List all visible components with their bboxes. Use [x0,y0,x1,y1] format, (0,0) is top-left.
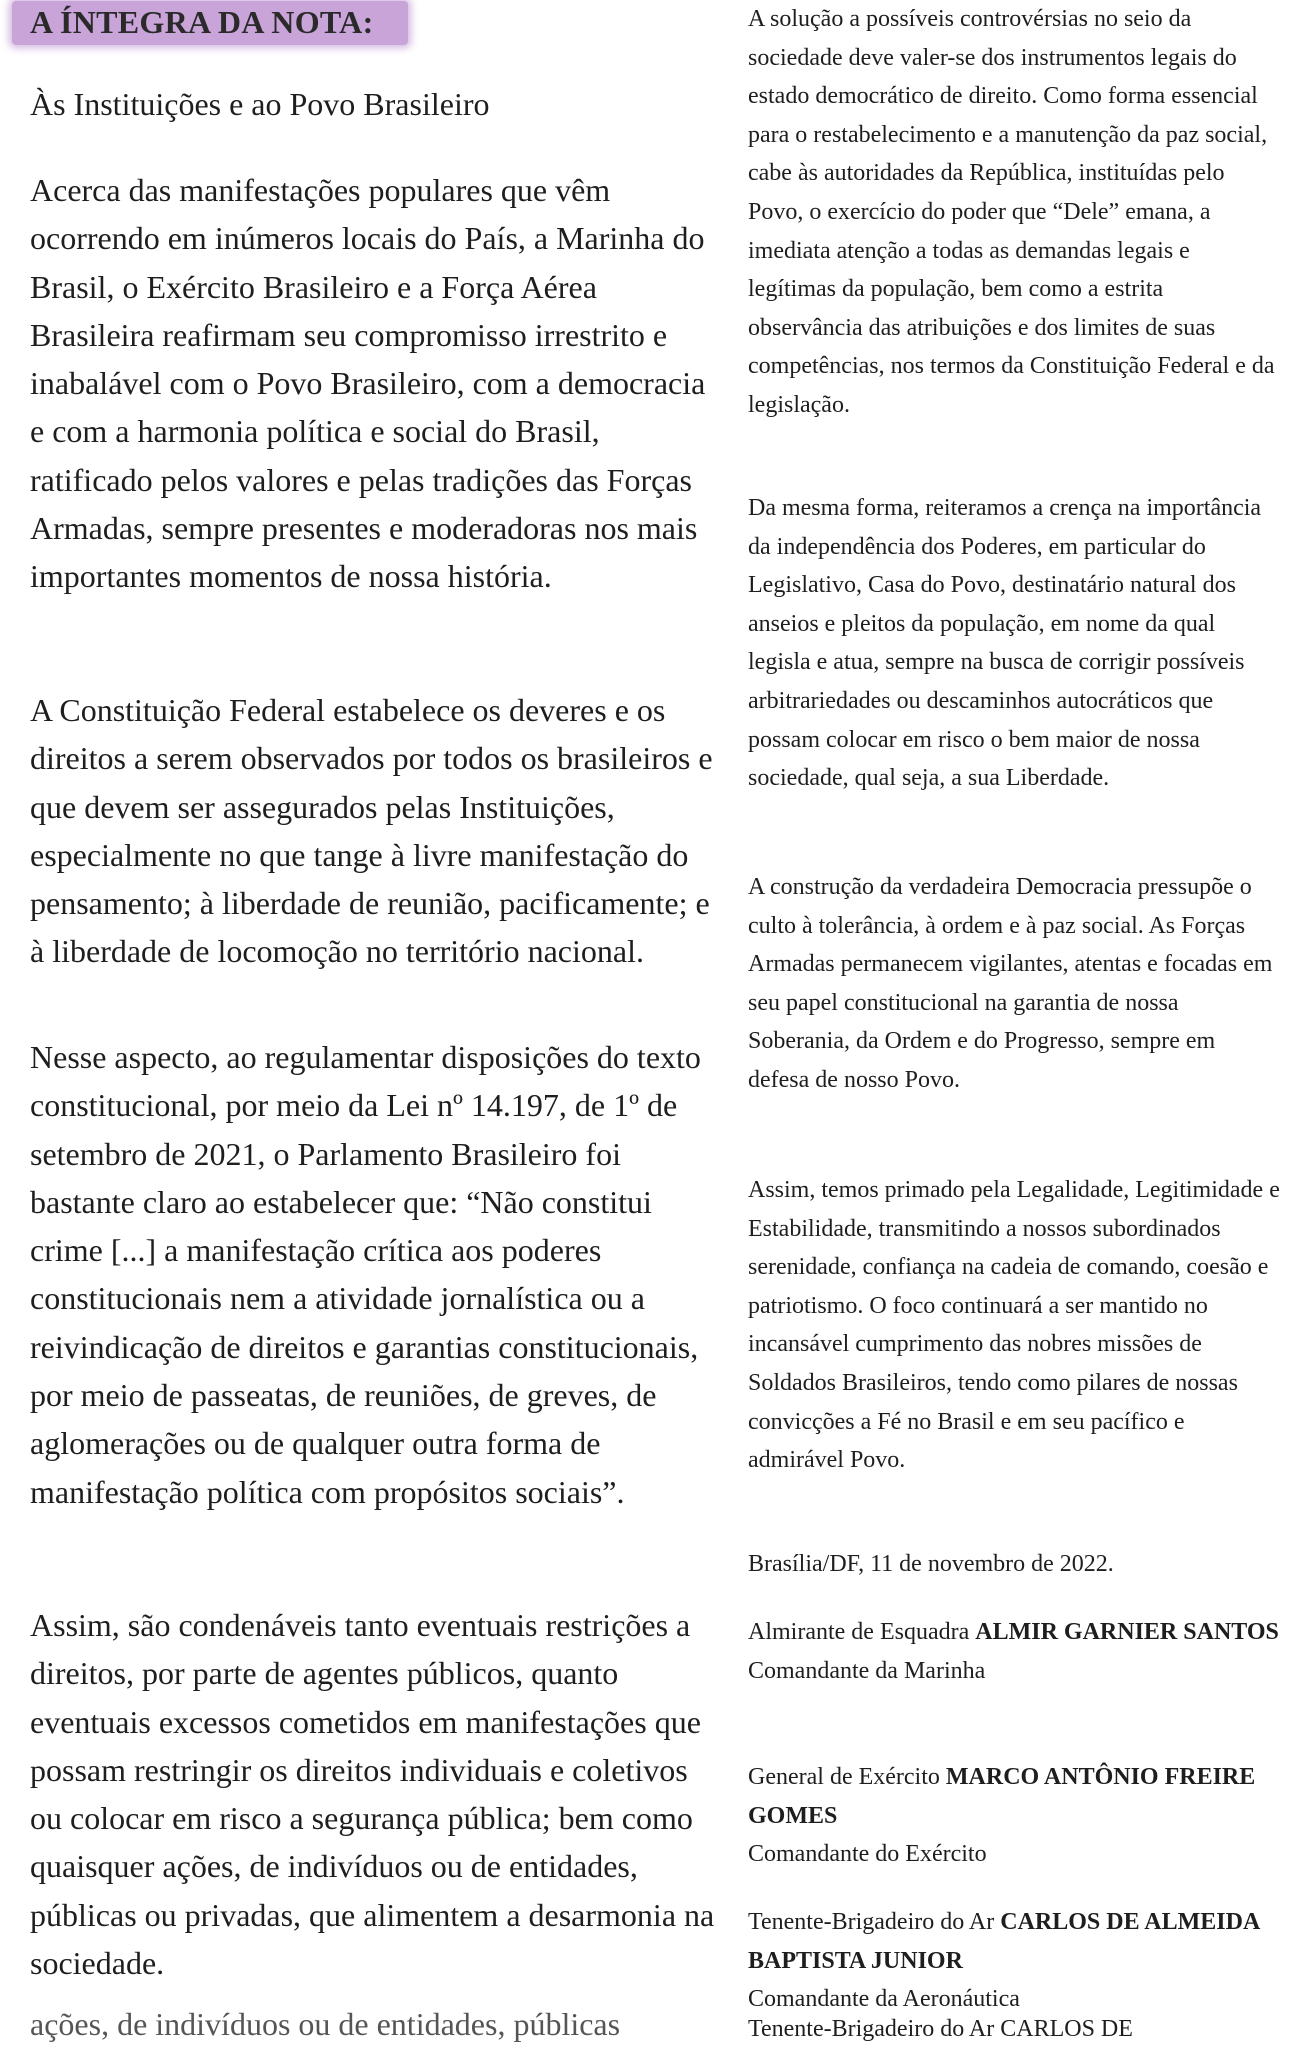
signatory-navy [748,1613,1280,1690]
paragraph-left-2: A Constituição Federal estabelece os deveres e os direitos a serem observados por todos os brasileiros e que devem ser assegurados pelas Instituições, especialmente no que tange à livre manifestação do pensamento; à liberdade de reunião, pacificamente; e à liberdade de locomoção no território nacional. [30,692,713,970]
cutoff-line-right [748,2016,1280,2048]
signatory-role: Comandante da Aeronáutica [748,1986,1020,2012]
paragraph-right-2: Da mesma forma, reiteramos a crença na importância da independência dos Poderes, em particular do Legislativo, Casa do Povo, destinatário natural dos anseios e pleitos da população, em nome da qual legisla e atua, sempre na busca de corrigir possíveis arbitrariedades ou descaminhos autocráticos que possam colocar em risco o bem maior de nossa sociedade, qual seja, a sua Liberdade. [748,495,1262,792]
signatory-army [748,1758,1280,1874]
cutoff-text-right: Tenente-Brigadeiro do Ar CARLOS DE [748,2016,1133,2042]
signatory-rank: Almirante de Esquadra [748,1619,976,1645]
place-date: Brasília/DF, 11 de novembro de 2022. [748,1551,1114,1577]
signatory-rank: Tenente-Brigadeiro do Ar [748,1909,1001,1935]
signatory-rank: General de Exército [748,1764,946,1790]
signatory-role: Comandante da Marinha [748,1657,986,1684]
cutoff-text-left: ações, de indivíduos ou de entidades, públicas [30,2006,621,2042]
signatory-role: Comandante do Exército [748,1841,987,1867]
salutation: Às Instituições e ao Povo Brasileiro [30,86,490,122]
paragraph-left-3: Nesse aspecto, ao regulamentar disposições do texto constitucional, por meio da Lei nº 14.197, de 1º de setembro de 2021, o Parlamento Brasileiro foi bastante claro ao estabelecer que: “Não constitui crime [...] a manifestação crítica aos poderes constitucionais nem a atividade jornalística ou a reivindicação de direitos e garantias constitucionais, por meio de passeatas, de reuniões, de greves, de aglomerações ou de qualquer outra forma de manifestação política com propósitos sociais”. [30,1039,701,1510]
section-heading: A ÍNTEGRA DA NOTA: [30,4,374,40]
signatory-name: ALMIR GARNIER SANTOS [975,1619,1279,1645]
signatory-airforce [748,1903,1280,2019]
paragraph-left-4: Assim, são condenáveis tanto eventuais restrições a direitos, por parte de agentes públicos, quanto eventuais excessos cometidos em manifestações que possam restringir os direitos individuais e coletivos ou colocar em risco a segurança pública; bem como quaisquer ações, de indivíduos ou de entidades, públicas ou privadas, que alimentem a desarmonia na sociedade. [30,1607,715,1982]
paragraph-left-1: Acerca das manifestações populares que vêm ocorrendo em inúmeros locais do País, a Marinha do Brasil, o Exército Brasileiro e a Força Aérea Brasileira reafirmam seu compromisso irrestrito e inabalável com o Povo Brasileiro, com a democracia e com a harmonia política e social do Brasil, ratificado pelos valores e pelas tradições das Forças Armadas, sempre presentes e moderadoras nos mais importantes momentos de nossa história. [30,172,706,595]
paragraph-right-1: A solução a possíveis controvérsias no seio da sociedade deve valer-se dos instrumentos legais do estado democrático de direito. Como forma essencial para o restabelecimento e a manutenção da paz social, cabe às autoridades da República, instituídas pelo Povo, o exercício do poder que “Dele” emana, a imediata atenção a todas as demandas legais e legítimas da população, bem como a estrita observância das atribuições e dos limites de suas competências, nos termos da Constituição Federal e da legislação. [748,6,1275,418]
signatory-name: CARLOS DE ALMEIDA BAPTISTA JUNIOR [748,1909,1259,1974]
signatory-name: MARCO ANTÔNIO FREIRE GOMES [748,1764,1256,1829]
paragraph-right-4: Assim, temos primado pela Legalidade, Legitimidade e Estabilidade, transmitindo a nossos subordinados serenidade, confiança na cadeia de comando, coesão e patriotismo. O foco continuará a ser mantido no incansável cumprimento das nobres missões de Soldados Brasileiros, tendo como pilares de nossas convicções a Fé no Brasil e em seu pacífico e admirável Povo. [748,1177,1280,1474]
paragraph-right-3: A construção da verdadeira Democracia pressupõe o culto à tolerância, à ordem e à paz social. As Forças Armadas permanecem vigilantes, atentas e focadas em seu papel constitucional na garantia de nossa Soberania, da Ordem e do Progresso, sempre em defesa de nosso Povo. [748,874,1273,1093]
cutoff-line-left [30,2006,720,2048]
